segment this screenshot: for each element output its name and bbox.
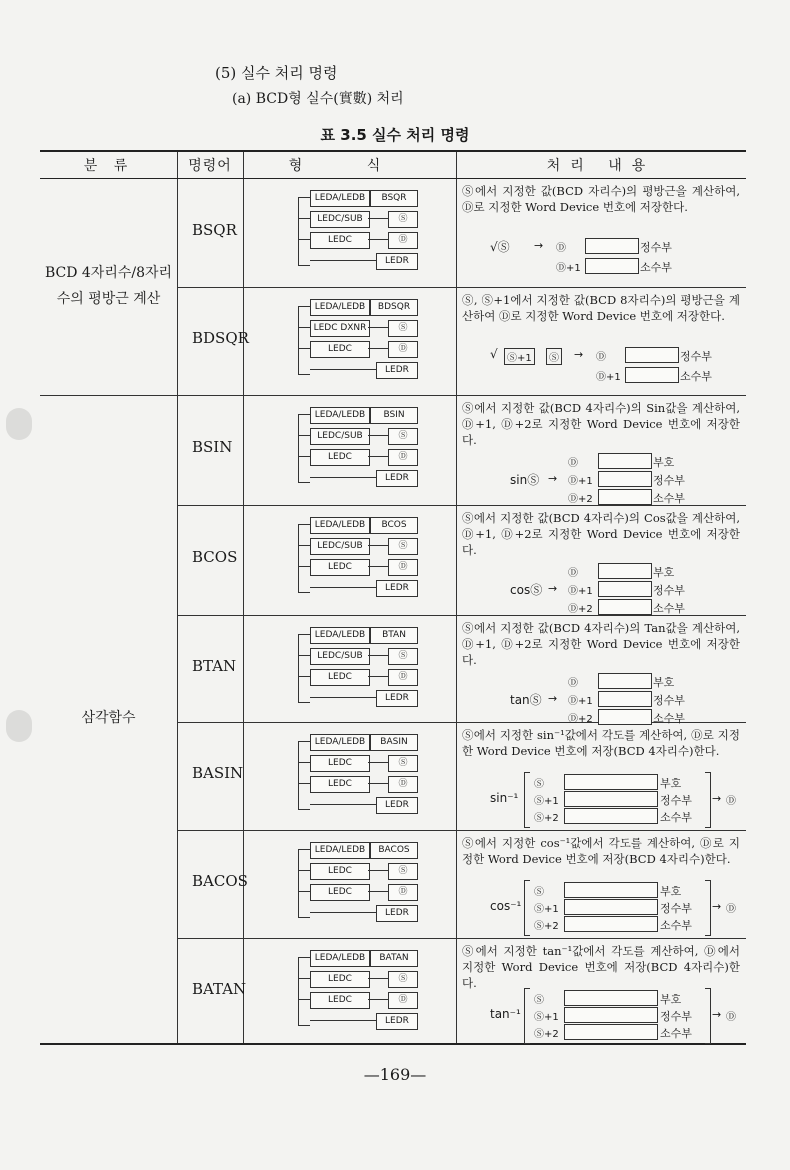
ladder-box-S: Ⓢ [388,428,418,445]
ladder-box-S: Ⓢ [388,755,418,772]
formula: sin⁻¹ [490,791,519,805]
value-label: 소수부 [660,1027,692,1040]
ladder-wire [298,762,310,763]
ladder-box-D: Ⓓ [388,341,418,358]
ladder-box-S: Ⓢ [388,320,418,337]
source-operand: Ⓢ+2 [534,1029,559,1040]
value-box [625,347,679,363]
ladder-wire [310,1020,376,1021]
value-label: 부호 [653,676,675,689]
description: Ⓢ에서 지정한 값(BCD 4자리수)의 Tan값을 계산하여, Ⓓ+1, Ⓓ+2로 지정한 Word Device 번호에 저장한다. [462,621,740,667]
value-box [598,673,652,689]
ladder-format [298,301,418,385]
arrow-icon: → [574,348,584,361]
category-line: BCD 4자리수/8자리 [44,265,173,281]
description: Ⓢ에서 지정한 값(BCD 자리수)의 평방근을 계산하여, Ⓓ로 지정한 Word Device 번호에 저장한다. [462,184,740,214]
ladder-wire [298,676,310,677]
subsection-title: (a) BCD형 실수(實數) 처리 [232,91,404,107]
dest-operand: Ⓓ+2 [568,604,593,615]
ladder-wire [298,809,310,810]
ladder-wire [298,741,310,742]
ladder-wire [298,978,310,979]
ladder-wire [298,348,310,349]
description: Ⓢ에서 지정한 tan⁻¹값에서 각도를 계산하여, Ⓓ에서 지정한 Word Device 번호에 저장(BCD 4자리수)한다. [462,944,740,990]
value-label: 정수부 [660,794,692,807]
ladder-wire [298,456,310,457]
ladder-box-ledr: LEDR [376,905,418,922]
dest-operand: Ⓓ [568,568,578,579]
page-number: —169— [363,1065,427,1084]
header-format: 형 식 [288,158,411,174]
value-box [598,489,652,505]
ladder-wire [310,804,376,805]
ladder-box-D: Ⓓ [388,449,418,466]
ladder-box-operand: LEDC [310,884,370,901]
ladder-box-operand: LEDC [310,776,370,793]
value-box [598,581,652,597]
value-label: 부호 [653,456,675,469]
source-operand: Ⓢ+1 [534,904,559,915]
ladder-wire [368,239,388,240]
dest-operand: Ⓓ+1 [556,263,581,274]
value-label: 정수부 [653,584,685,597]
formula: cosⓈ [510,583,543,597]
value-label: 소수부 [653,602,685,615]
value-box [564,791,658,807]
ladder-box-D: Ⓓ [388,992,418,1009]
ladder-wire [368,762,388,763]
command-name: BTAN [192,656,237,675]
ladder-box-ledr: LEDR [376,797,418,814]
value-label: 부호 [653,566,675,579]
ladder-box-operand: LEDC [310,992,370,1009]
value-box [598,453,652,469]
ladder-box-source: LEDA/LEDB [310,842,370,859]
ladder-wire [298,957,310,958]
value-label: 소수부 [680,370,712,383]
ladder-wire [310,587,376,588]
ladder-box-operand: LEDC/SUB [310,648,370,665]
value-label: 부호 [660,777,682,790]
ladder-rail [298,306,299,374]
ladder-wire [310,369,376,370]
description: Ⓢ, Ⓢ+1에서 지정한 값(BCD 8자리수)의 평방근을 계산하여 Ⓓ로 지정한 Word Device 번호에 저장한다. [462,293,740,323]
source-operand: Ⓢ+1 [504,348,535,365]
ladder-wire [298,545,310,546]
ladder-box-ledr: LEDR [376,690,418,707]
dest-operand: Ⓓ+2 [568,714,593,725]
bracket [524,772,530,828]
ladder-format [298,736,418,820]
ladder-box-source: LEDA/LEDB [310,734,370,751]
source-operand: Ⓢ [534,887,544,898]
value-box [598,599,652,615]
ladder-wire [368,870,388,871]
ladder-box-ledr: LEDR [376,580,418,597]
value-box [585,238,639,254]
ladder-wire [368,999,388,1000]
value-box [598,691,652,707]
formula: cos⁻¹ [490,899,522,913]
ladder-wire [368,891,388,892]
ladder-box-instruction: BSIN [370,407,418,424]
ladder-box-operand: LEDC [310,559,370,576]
ladder-box-S: Ⓢ [388,971,418,988]
ladder-box-operand: LEDC [310,449,370,466]
ladder-box-instruction: BCOS [370,517,418,534]
ladder-box-operand: LEDC [310,669,370,686]
description: Ⓢ에서 지정한 값(BCD 4자리수)의 Cos값을 계산하여, Ⓓ+1, Ⓓ+2로 지정한 Word Device 번호에 저장한다. [462,511,740,557]
description: Ⓢ에서 지정한 값(BCD 4자리수)의 Sin값을 계산하여, Ⓓ+1, Ⓓ+2로 지정한 Word Device 번호에 저장한다. [462,401,740,447]
ladder-wire [298,374,310,375]
category-sqrt [40,260,177,312]
ladder-box-source: LEDA/LEDB [310,950,370,967]
ladder-box-D: Ⓓ [388,884,418,901]
ladder-box-S: Ⓢ [388,648,418,665]
ladder-box-S: Ⓢ [388,863,418,880]
ladder-wire [368,676,388,677]
header-processing: 처리 내용 [546,158,656,174]
ladder-box-instruction: BDSQR [370,299,418,316]
arrow-icon: → [712,900,722,913]
ladder-format [298,629,418,713]
ladder-box-instruction: BATAN [370,950,418,967]
value-box [585,258,639,274]
command-name: BDSQR [192,329,249,347]
value-label: 부호 [660,993,682,1006]
value-box [598,709,652,725]
ladder-wire [298,917,310,918]
formula: tan⁻¹ [490,1007,521,1021]
ladder-box-operand: LEDC [310,863,370,880]
ladder-box-S: Ⓢ [388,211,418,228]
ladder-wire [298,197,310,198]
ladder-wire [298,1025,310,1026]
ladder-rail [298,849,299,917]
ladder-box-ledr: LEDR [376,362,418,379]
ladder-rail [298,957,299,1025]
bracket [705,988,711,1044]
ladder-wire [368,218,388,219]
header-category: 분 류 [83,158,134,174]
command-name: BACOS [192,872,248,890]
ladder-wire [298,239,310,240]
ladder-box-operand: LEDC/SUB [310,428,370,445]
dest-operand: Ⓓ [726,796,736,807]
ladder-box-D: Ⓓ [388,559,418,576]
value-label: 정수부 [660,1010,692,1023]
value-box [564,899,658,915]
bracket [524,880,530,936]
ladder-wire [368,783,388,784]
ladder-wire [368,978,388,979]
ladder-box-operand: LEDC [310,755,370,772]
value-box [564,774,658,790]
ladder-box-source: LEDA/LEDB [310,627,370,644]
category-trig: 삼각함수 [81,710,136,726]
command-name: BASIN [192,764,244,782]
ladder-wire [298,482,310,483]
section-title: (5) 실수 처리 명령 [215,64,338,82]
ladder-wire [310,477,376,478]
value-box [564,882,658,898]
ladder-wire [298,218,310,219]
dest-operand: Ⓓ [568,678,578,689]
value-label: 소수부 [640,261,672,274]
category-line: 수의 평방근 계산 [56,291,161,307]
ladder-box-instruction: BSQR [370,190,418,207]
description: Ⓢ에서 지정한 cos⁻¹값에서 각도를 계산하여, Ⓓ로 지정한 Word Device 번호에 저장(BCD 4자리수)한다. [462,836,740,866]
value-box [598,563,652,579]
ladder-wire [310,260,376,261]
dest-operand: Ⓓ+1 [596,372,621,383]
ladder-box-operand: LEDC [310,232,370,249]
value-box [625,367,679,383]
source-operand: Ⓢ+1 [534,796,559,807]
dest-operand: Ⓓ [596,352,606,363]
value-label: 정수부 [640,241,672,254]
bracket [524,988,530,1044]
ladder-wire [298,999,310,1000]
ladder-rail [298,524,299,592]
ladder-format [298,409,418,493]
ladder-box-ledr: LEDR [376,470,418,487]
value-box [564,808,658,824]
ladder-format [298,192,418,276]
bracket [705,880,711,936]
formula: √ [490,347,498,361]
ladder-wire [298,265,310,266]
source-operand: Ⓢ [534,995,544,1006]
source-operand: Ⓢ [534,779,544,790]
command-name: BATAN [192,979,247,998]
source-operand: Ⓢ+2 [534,813,559,824]
arrow-icon: → [548,582,558,595]
ladder-wire [298,783,310,784]
ladder-box-ledr: LEDR [376,253,418,270]
ladder-format [298,844,418,928]
ladder-rail [298,634,299,702]
ladder-wire [298,566,310,567]
dest-operand: Ⓓ [556,243,566,254]
formula: tanⓈ [510,693,542,707]
ladder-box-D: Ⓓ [388,776,418,793]
arrow-icon: → [712,1008,722,1021]
formula: √Ⓢ [490,240,510,254]
ladder-wire [298,414,310,415]
ladder-wire [298,634,310,635]
value-label: 정수부 [660,902,692,915]
ladder-wire [298,655,310,656]
ladder-box-source: LEDA/LEDB [310,190,370,207]
value-box [564,916,658,932]
ladder-wire [368,435,388,436]
ladder-box-D: Ⓓ [388,669,418,686]
ladder-format [298,519,418,603]
arrow-icon: → [548,692,558,705]
source-operand: Ⓢ [546,348,562,365]
ladder-wire [298,870,310,871]
ladder-wire [298,702,310,703]
ladder-box-operand: LEDC [310,341,370,358]
dest-operand: Ⓓ+2 [568,494,593,505]
ladder-box-operand: LEDC/SUB [310,538,370,555]
value-label: 정수부 [653,474,685,487]
ladder-rail [298,741,299,809]
ladder-rail [298,414,299,482]
ladder-wire [368,327,388,328]
ladder-box-S: Ⓢ [388,538,418,555]
value-label: 소수부 [653,712,685,725]
ladder-box-operand: LEDC DXNR [310,320,370,337]
source-operand: Ⓢ+1 [534,1012,559,1023]
ladder-box-source: LEDA/LEDB [310,407,370,424]
ladder-wire [298,592,310,593]
header-command: 명령어 [188,158,232,174]
value-label: 소수부 [653,492,685,505]
bracket [705,772,711,828]
source-operand: Ⓢ+2 [534,921,559,932]
command-name: BCOS [192,548,238,566]
value-box [564,990,658,1006]
ladder-box-instruction: BTAN [370,627,418,644]
value-box [564,1007,658,1023]
ladder-box-ledr: LEDR [376,1013,418,1030]
ladder-wire [310,697,376,698]
punch-hole [6,408,32,440]
dest-operand: Ⓓ [726,1012,736,1023]
dest-operand: Ⓓ+1 [568,476,593,487]
ladder-wire [368,566,388,567]
ladder-box-instruction: BACOS [370,842,418,859]
value-label: 정수부 [653,694,685,707]
dest-operand: Ⓓ [726,904,736,915]
ladder-format [298,952,418,1036]
ladder-wire [298,524,310,525]
value-label: 정수부 [680,350,712,363]
description: Ⓢ에서 지정한 sin⁻¹값에서 각도를 계산하여, Ⓓ로 지정한 Word Device 번호에 저장(BCD 4자리수)한다. [462,728,740,758]
ladder-rail [298,197,299,265]
formula: sinⓈ [510,473,540,487]
value-box [564,1024,658,1040]
command-name: BSIN [192,438,233,456]
ladder-wire [298,891,310,892]
arrow-icon: → [712,792,722,805]
ladder-wire [298,849,310,850]
ladder-box-source: LEDA/LEDB [310,517,370,534]
ladder-wire [368,545,388,546]
value-label: 부호 [660,885,682,898]
ladder-wire [298,306,310,307]
ladder-box-operand: LEDC/SUB [310,211,370,228]
ladder-wire [368,655,388,656]
punch-hole [6,710,32,742]
instruction-table [40,150,746,1045]
ladder-box-instruction: BASIN [370,734,418,751]
table-caption: 표 3.5 실수 처리 명령 [320,126,470,144]
command-name: BSQR [192,220,237,239]
ladder-wire [368,456,388,457]
arrow-icon: → [534,239,544,252]
value-label: 소수부 [660,919,692,932]
ladder-wire [368,348,388,349]
value-box [598,471,652,487]
ladder-box-operand: LEDC [310,971,370,988]
ladder-wire [310,912,376,913]
arrow-icon: → [548,472,558,485]
dest-operand: Ⓓ+1 [568,696,593,707]
dest-operand: Ⓓ+1 [568,586,593,597]
ladder-wire [298,327,310,328]
ladder-wire [298,435,310,436]
ladder-box-source: LEDA/LEDB [310,299,370,316]
ladder-box-D: Ⓓ [388,232,418,249]
dest-operand: Ⓓ [568,458,578,469]
value-label: 소수부 [660,811,692,824]
